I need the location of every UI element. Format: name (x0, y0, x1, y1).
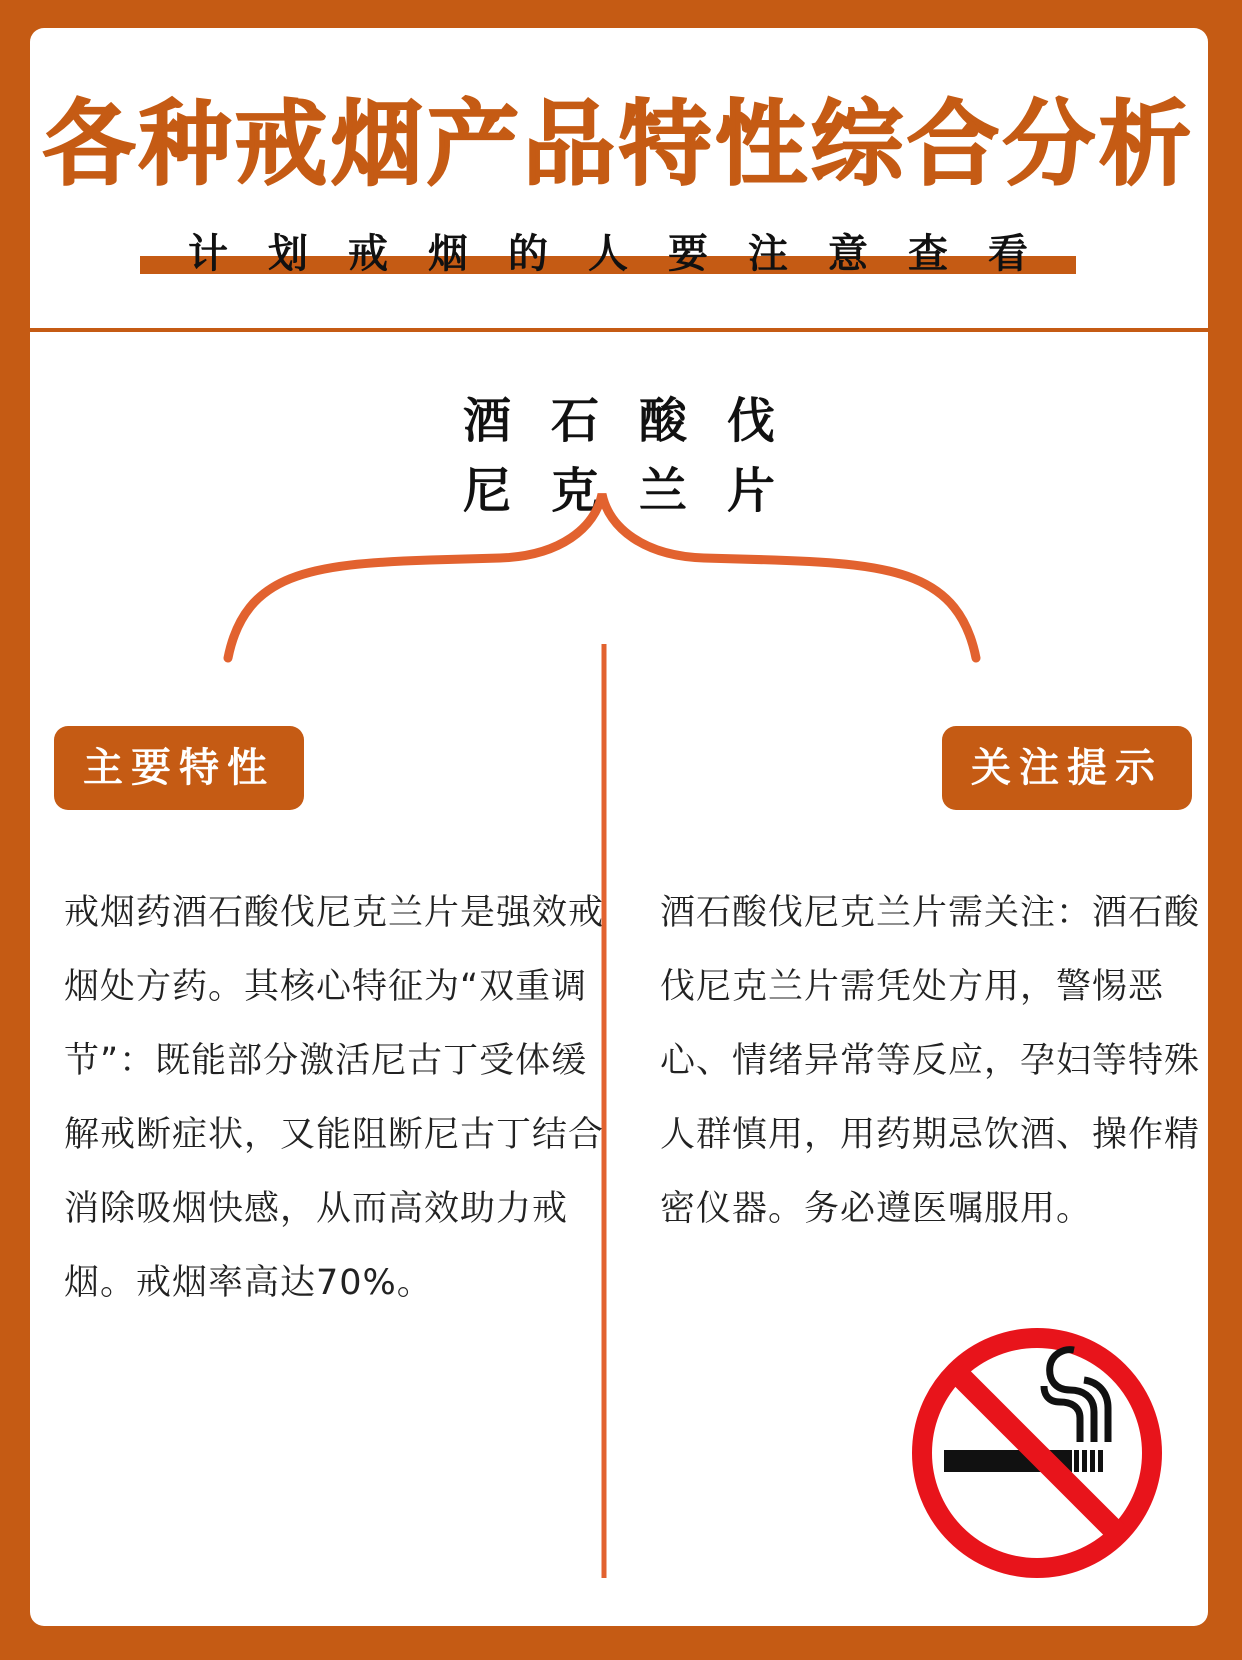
main-features-text: 戒烟药酒石酸伐尼克兰片是强效戒烟处方药。其核心特征为“双重调节”：既能部分激活尼古丁受体缓解戒断症状，又能阻断尼古丁结合消除吸烟快感，从而高效助力戒烟。戒烟率高达70%。 (64, 893, 605, 1303)
product-name-line1: 酒石酸伐 (462, 393, 815, 449)
curly-brace-shape (228, 494, 976, 658)
product-name-line2: 尼克兰片 (462, 463, 815, 519)
page-subtitle: 计划戒烟的人要注意查看 (188, 231, 1068, 277)
attention-tips-badge: 关注提示 (942, 726, 1192, 810)
main-features-badge: 主要特性 (54, 726, 304, 810)
attention-tips-text: 酒石酸伐尼克兰片需关注：酒石酸伐尼克兰片需凭处方用，警惕恶心、情绪异常等反应，孕妇等特殊人群慎用，用药期忌饮酒、操作精密仪器。务必遵医嘱服用。 (660, 893, 1201, 1229)
no-smoking-icon (902, 1318, 1172, 1588)
page-title: 各种戒烟产品特性综合分析 (42, 91, 1195, 198)
poster-card (30, 28, 1208, 1626)
